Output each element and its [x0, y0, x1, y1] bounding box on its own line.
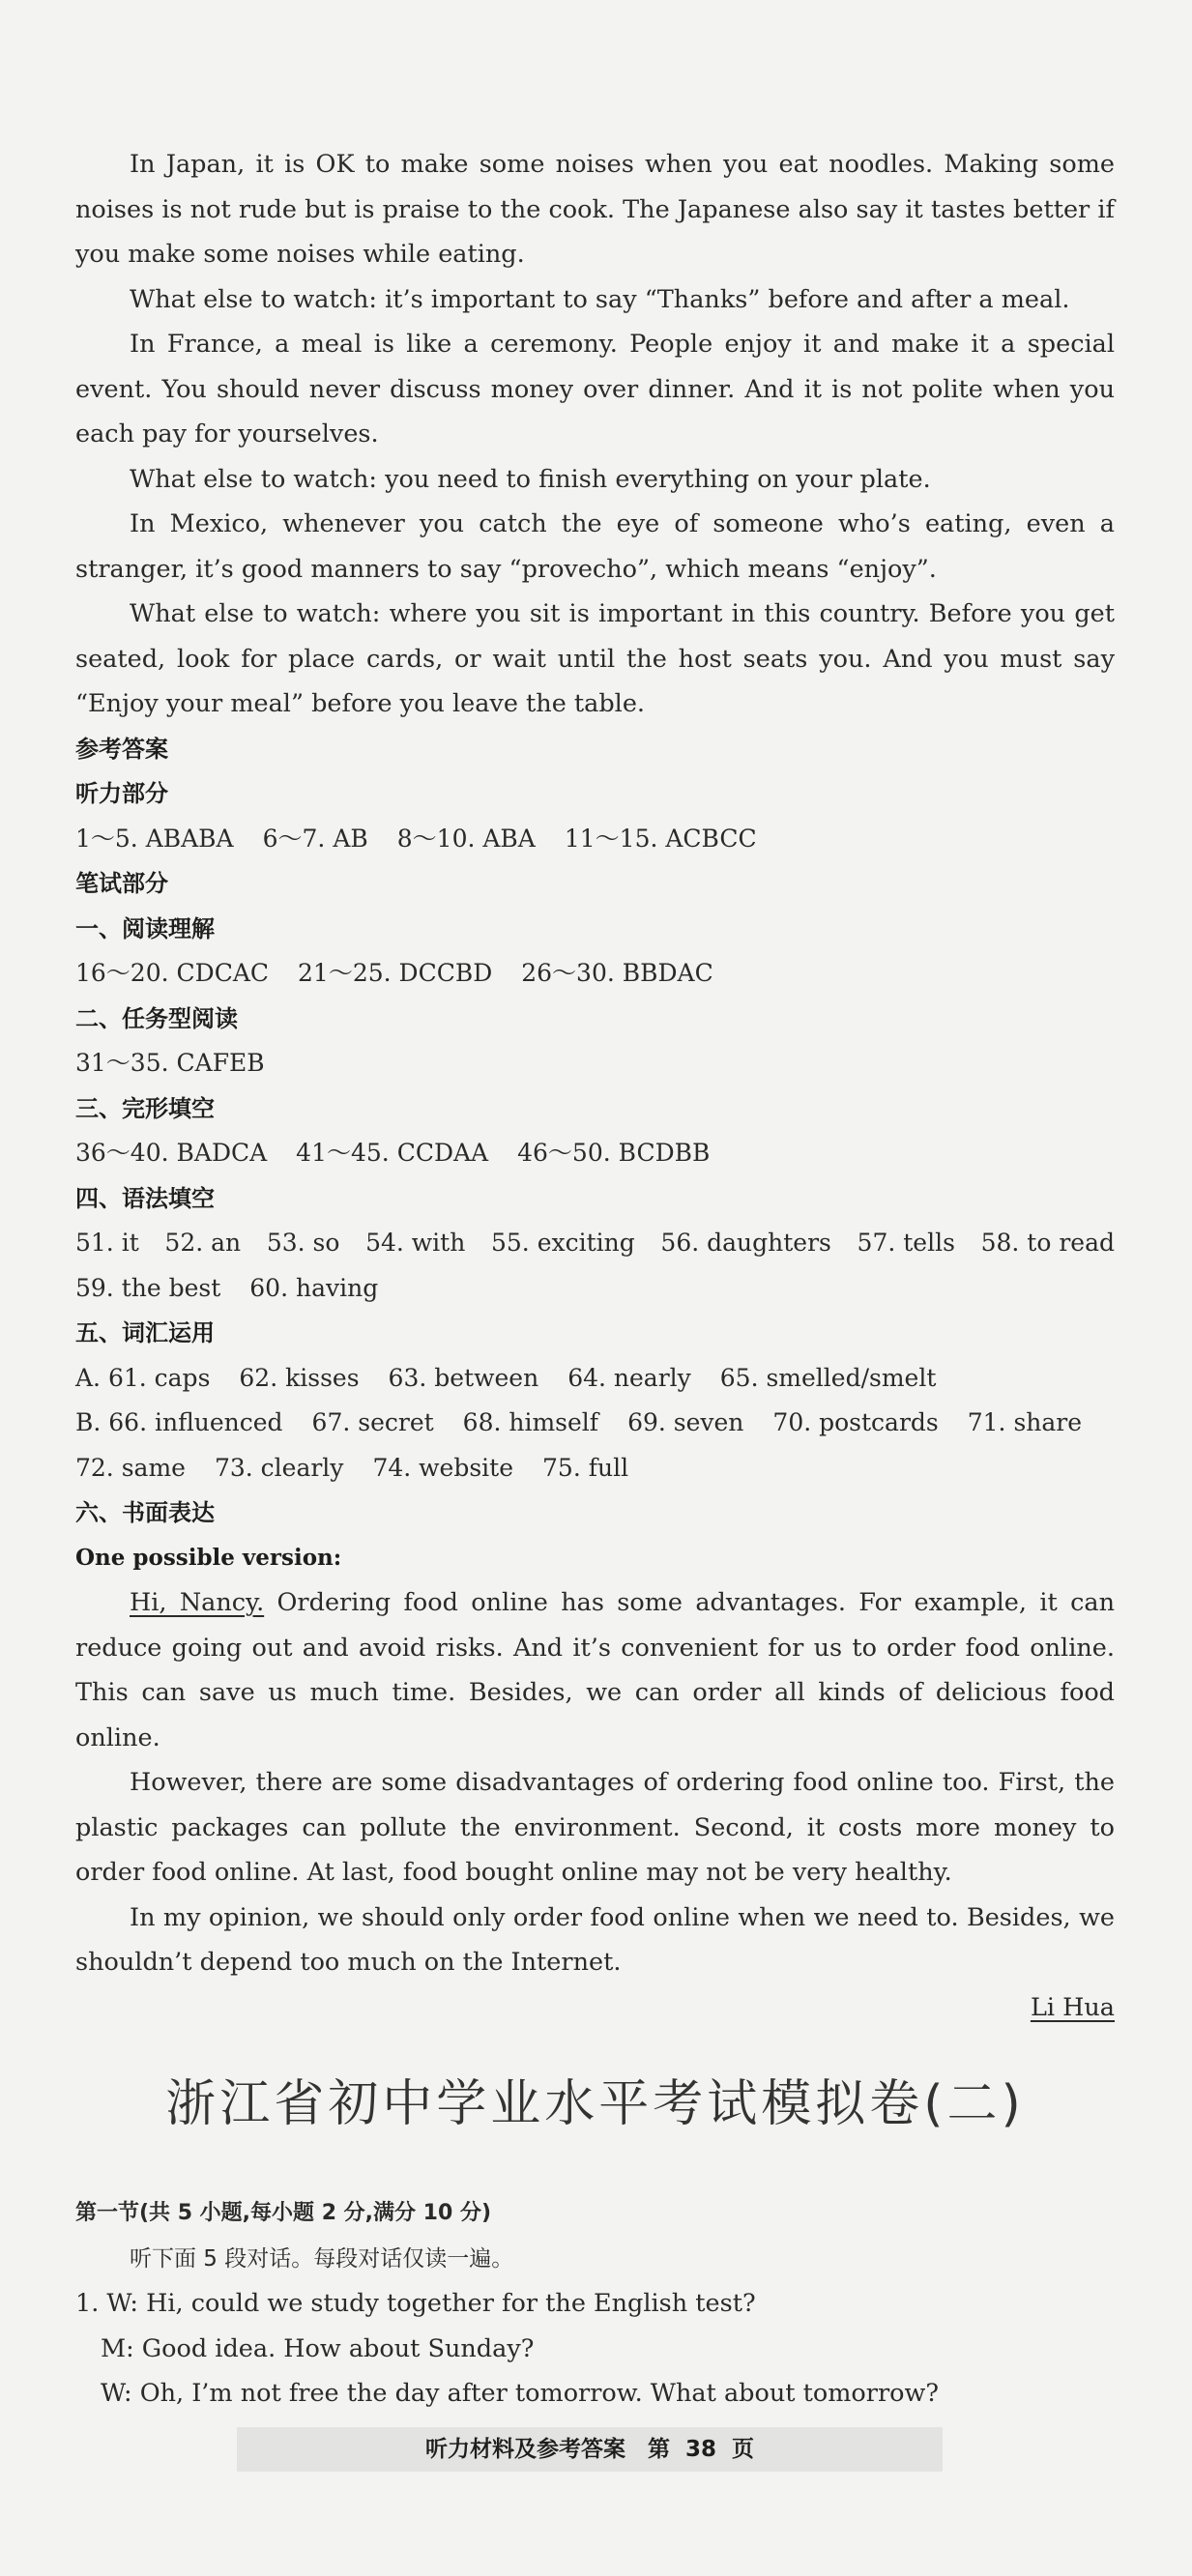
vocab-answers-row [75, 1356, 1115, 1402]
section-answers [75, 1131, 1115, 1176]
answer-item: 74. website [372, 1453, 514, 1482]
answer-item: A. 61. caps [75, 1363, 211, 1392]
answer-item: 53. so [266, 1229, 340, 1257]
answer-item: 65. smelled/smelt [719, 1363, 937, 1392]
vocab-answers-row [75, 1401, 1115, 1446]
answer-item: 52. an [164, 1229, 242, 1257]
section-title: 三、完形填空 [75, 1094, 215, 1122]
answer-item: 68. himself [462, 1408, 599, 1436]
answer-item: 62. kisses [239, 1363, 360, 1392]
essay-greeting: Hi, Nancy. [130, 1588, 265, 1617]
passage-paragraph: In France, a meal is like a ceremony. People enjoy it and make it a special event. You should never discuss money over dinner. And it is not polite when you each pay for yourselves. [75, 330, 1115, 449]
answer-item: 75. full [542, 1453, 629, 1482]
answer-item: 67. secret [311, 1408, 434, 1436]
passage-paragraph: What else to watch: where you sit is important in this country. Before you get seated, look for place cards, or wait until the host seats you. And you must say “Enjoy your meal” before you leave the table. [75, 599, 1115, 718]
listening-title: 听力部分 [75, 780, 168, 807]
exam-title: 浙江省初中学业水平考试模拟卷(二) [165, 2075, 1025, 2133]
dialogue-line: M: Good idea. How about Sunday? [101, 2333, 535, 2363]
answer-item: 72. same [75, 1453, 186, 1482]
passage-paragraph: What else to watch: you need to finish everything on your plate. [130, 464, 931, 494]
essay-paragraph [75, 1580, 1115, 1760]
answer-item: 1～5. ABABA [75, 824, 234, 853]
grammar-answers-row [75, 1266, 1115, 1312]
answer-item: 70. postcards [772, 1408, 939, 1436]
section-title: 六、书面表达 [75, 1499, 215, 1526]
passage-paragraph: In Japan, it is OK to make some noises when you eat noodles. Making some noises is not rude but is praise to the cook. The Japanese also say it tastes better if you make some noises while eating. [75, 150, 1115, 269]
answer-item: 51. it [75, 1229, 139, 1257]
answer-item: 63. between [388, 1363, 539, 1392]
section-answers [75, 1041, 1115, 1086]
passage-paragraph: In Mexico, whenever you catch the eye of someone who’s eating, even a stranger, it’s good manners to say “provecho”, which means “enjoy”. [75, 509, 1115, 584]
answer-item: 57. tells [857, 1229, 955, 1257]
grammar-answers-row [75, 1221, 1115, 1266]
exam-instruction: 听下面 5 段对话。每段对话仅读一遍。 [130, 2245, 514, 2272]
signature-text: Li Hua [1030, 1992, 1115, 2022]
essay-text: Ordering food online has some advantages. For example, it can reduce going out and avoid risks. And it’s convenient for us to order food online. This can save us much time. Besides, we can order all kinds of delicious food online. [75, 1588, 1115, 1752]
version-label: One possible version: [75, 1544, 342, 1571]
answer-item: 16～20. CDCAC [75, 959, 270, 987]
answer-item: 56. daughters [660, 1229, 831, 1257]
essay-paragraph: In my opinion, we should only order food online when we need to. Besides, we shouldn’t depend too much on the Internet. [75, 1902, 1115, 1977]
page-footer: 听力材料及参考答案 第 38 页 [237, 2427, 943, 2472]
answer-item: 46～50. BCDBB [517, 1139, 711, 1167]
listening-answers [75, 817, 1115, 862]
answer-item: 71. share [967, 1408, 1083, 1436]
answer-item: 11～15. ACBCC [564, 824, 757, 853]
answer-item: 6～7. AB [262, 824, 368, 853]
answer-item: 69. seven [627, 1408, 744, 1436]
section-title: 二、任务型阅读 [75, 1004, 238, 1032]
answer-item: 60. having [249, 1273, 379, 1302]
answer-item: 73. clearly [214, 1453, 344, 1482]
answer-item: 64. nearly [567, 1363, 691, 1392]
answer-item: 8～10. ABA [396, 824, 536, 853]
dialogue-line: 1. W: Hi, could we study together for the English test? [75, 2289, 756, 2318]
section-title: 四、语法填空 [75, 1184, 215, 1212]
section-title: 五、词汇运用 [75, 1319, 215, 1346]
answer-item: 55. exciting [491, 1229, 635, 1257]
answer-item: 58. to read [980, 1229, 1115, 1257]
vocab-answers-row [75, 1446, 1115, 1491]
dialogue-line: W: Oh, I’m not free the day after tomorrow. What about tomorrow? [101, 2379, 939, 2408]
section-title: 一、阅读理解 [75, 914, 215, 942]
section-answers [75, 951, 1115, 997]
writing-title: 笔试部分 [75, 870, 168, 897]
essay-paragraph: However, there are some disadvantages of ordering food online too. First, the plastic packages can pollute the environment. Second, it costs more money to order food online. At last, food bought online may not be very healthy. [75, 1768, 1115, 1887]
essay-signature [75, 1985, 1115, 2031]
answer-item: 54. with [365, 1229, 466, 1257]
page-content [75, 0, 1115, 2417]
answer-item: 41～45. CCDAA [296, 1139, 489, 1167]
answer-item: 36～40. BADCA [75, 1139, 268, 1167]
answers-title: 参考答案 [75, 735, 168, 763]
answer-item: 59. the best [75, 1273, 221, 1302]
passage-paragraph: What else to watch: it’s important to say “Thanks” before and after a meal. [130, 284, 1070, 314]
answer-item: 31～35. CAFEB [75, 1049, 265, 1077]
answer-item: B. 66. influenced [75, 1408, 283, 1436]
exam-section-heading: 第一节(共 5 小题,每小题 2 分,满分 10 分) [75, 2201, 492, 2225]
answer-item: 21～25. DCCBD [298, 959, 493, 987]
answer-item: 26～30. BBDAC [521, 959, 713, 987]
